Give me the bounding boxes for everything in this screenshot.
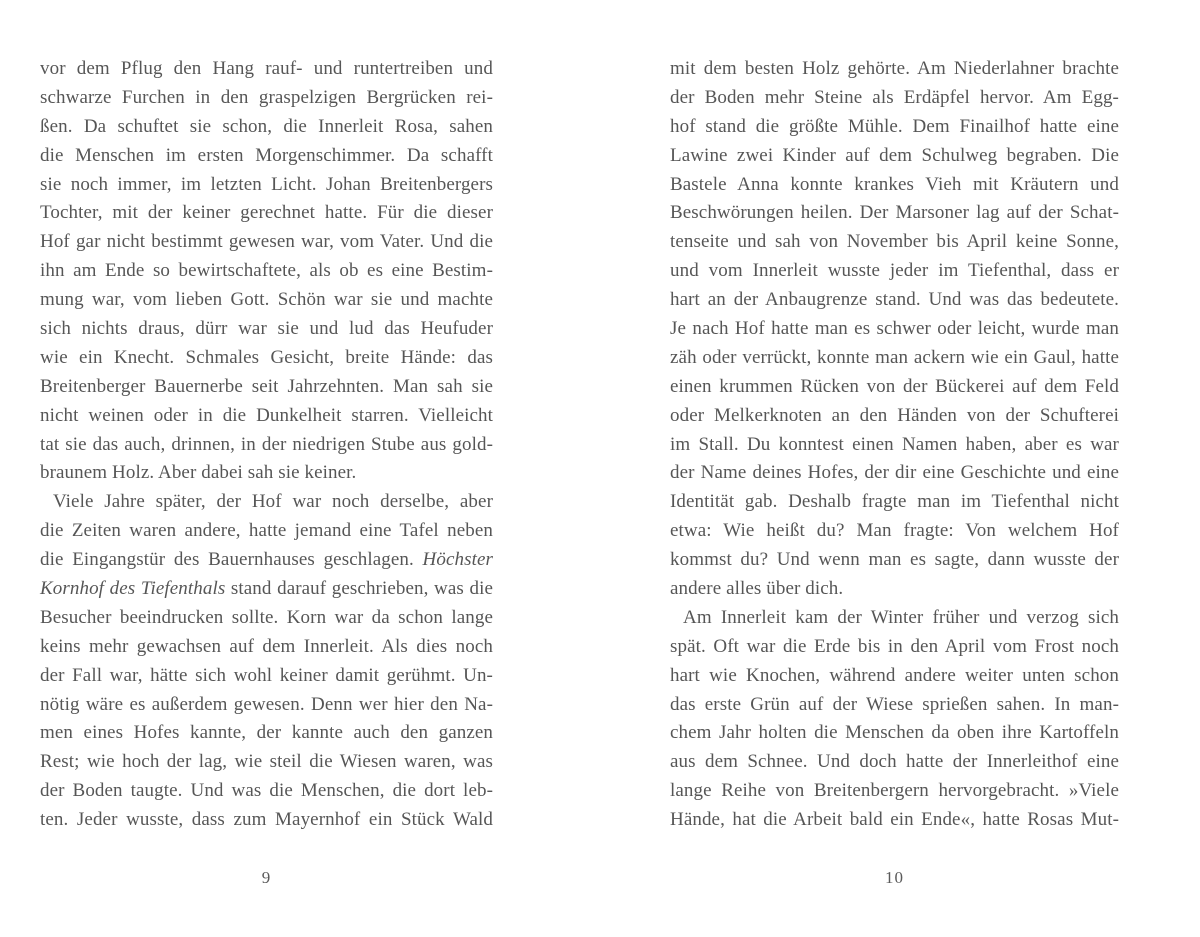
text-line: nötig wäre es außerdem gewesen. Denn wer hier den Na- — [40, 693, 493, 715]
text-line: ihn am Ende so bewirtschaftete, als ob es eine Bestim- — [40, 260, 493, 282]
text-line: Kornhof des Tiefenthals stand darauf geschrieben, was die — [40, 578, 493, 600]
text-line: mung war, vom lieben Gott. Schön war sie und machte — [40, 289, 493, 311]
text-line: Bastele Anna konnte krankes Vieh mit Kräutern und — [670, 173, 1119, 195]
text-line: Je nach Hof hatte man es schwer oder leicht, wurde man — [670, 318, 1119, 340]
text-line: sich nichts draus, dürr war sie und lud das Heufuder — [40, 318, 493, 340]
text-line: oder Melkerknoten an den Händen von der Schufterei — [670, 404, 1119, 426]
text-line: Tochter, mit der keiner gerechnet hatte. Für die dieser — [40, 202, 493, 224]
text-line: sie noch immer, im letzten Licht. Johan Breitenbergers — [40, 173, 493, 195]
page-right — [670, 55, 1119, 835]
text-line: Hof gar nicht bestimmt gewesen war, vom Vater. Und die — [40, 231, 493, 253]
text-line: vor dem Pflug den Hang rauf- und runtertreiben und — [40, 58, 493, 79]
text-line: etwa: Wie heißt du? Man fragte: Von welchem Hof — [670, 520, 1119, 542]
text-line: schwarze Furchen in den graspelzigen Bergrücken rei- — [40, 86, 493, 108]
page-lines — [40, 55, 493, 835]
text-line: kommst du? Und wenn man es sagte, dann wusste der — [670, 549, 1119, 571]
text-line: die Menschen im ersten Morgenschimmer. Da schafft — [40, 144, 493, 166]
text-line: der Name deines Hofes, der dir eine Geschichte und eine — [670, 462, 1119, 484]
page-left — [40, 55, 493, 835]
text-line: im Stall. Du konntest einen Namen haben, aber es war — [670, 433, 1119, 455]
text-line: das erste Grün auf der Wiese sprießen sahen. In man- — [670, 693, 1119, 715]
text-line: andere alles über dich. — [670, 578, 844, 600]
text-line: und vom Innerleit wusste jeder im Tiefenthal, dass er — [670, 260, 1119, 282]
text-line: Rest; wie hoch der lag, wie steil die Wiesen waren, was — [40, 751, 493, 773]
page-number: 10 — [885, 868, 904, 887]
text-line: Identität gab. Deshalb fragte man im Tiefenthal nicht — [670, 491, 1119, 513]
text-line: die Zeiten waren andere, hatte jemand eine Tafel neben — [40, 520, 493, 542]
text-line: tat sie das auch, drinnen, in der niedrigen Stube aus gold- — [40, 433, 493, 455]
page-lines — [670, 55, 1119, 835]
text-line: braunem Holz. Aber dabei sah sie keiner. — [40, 462, 357, 484]
text-line: hart an der Anbaugrenze stand. Und was das bedeutete. — [670, 289, 1119, 311]
text-line: mit dem besten Holz gehörte. Am Niederlahner brachte — [670, 58, 1119, 79]
text-line: tenseite und sah von November bis April keine Sonne, — [670, 231, 1119, 253]
text-line: einen krummen Rücken von der Bückerei auf dem Feld — [670, 375, 1119, 397]
text-line: zäh oder verrückt, konnte man ackern wie ein Gaul, hatte — [670, 346, 1119, 368]
text-line: Viele Jahre später, der Hof war noch derselbe, aber — [53, 491, 493, 513]
page-number: 9 — [261, 868, 272, 887]
text-line: wie ein Knecht. Schmales Gesicht, breite Hände: das — [40, 346, 493, 368]
text-line: Besucher beeindrucken sollte. Korn war da schon lange — [40, 606, 493, 628]
text-line: men eines Hofes kannte, der kannte auch den ganzen — [40, 722, 493, 744]
text-line: keins mehr gewachsen auf dem Innerleit. Als dies noch — [40, 635, 493, 657]
text-line: der Boden mehr Steine als Erdäpfel hervor. Am Egg- — [670, 86, 1119, 108]
text-line: der Boden taugte. Und was die Menschen, die dort leb- — [40, 780, 493, 802]
text-line: ßen. Da schuftet sie schon, die Innerleit Rosa, sahen — [40, 115, 493, 137]
text-line: Breitenberger Bauernerbe seit Jahrzehnten. Man sah sie — [40, 375, 493, 397]
text-line: Hände, hat die Arbeit bald ein Ende«, hatte Rosas Mut- — [670, 809, 1119, 831]
text-line: hof stand die größte Mühle. Dem Finailhof hatte eine — [670, 115, 1119, 137]
text-line: die Eingangstür des Bauernhauses geschlagen. Höchster — [40, 549, 493, 571]
text-line: der Fall war, hätte sich wohl keiner damit gerühmt. Un- — [40, 664, 493, 686]
text-line: aus dem Schnee. Und doch hatte der Innerleithof eine — [670, 751, 1119, 773]
text-line: chem Jahr holten die Menschen da oben ihre Kartoffeln — [670, 722, 1119, 744]
text-line: Lawine zwei Kinder auf dem Schulweg begraben. Die — [670, 144, 1119, 166]
text-line: nicht weinen oder in die Dunkelheit starren. Vielleicht — [40, 404, 493, 426]
text-line: ten. Jeder wusste, dass zum Mayernhof ein Stück Wald — [40, 809, 493, 831]
text-line: Am Innerleit kam der Winter früher und verzog sich — [683, 606, 1119, 628]
text-line: Beschwörungen heilen. Der Marsoner lag auf der Schat- — [670, 202, 1119, 224]
text-line: hart wie Knochen, während andere weiter unten schon — [670, 664, 1119, 686]
text-line: spät. Oft war die Erde bis in den April vom Frost noch — [670, 635, 1119, 657]
text-line: lange Reihe von Breitenbergern hervorgebracht. »Viele — [670, 780, 1119, 802]
